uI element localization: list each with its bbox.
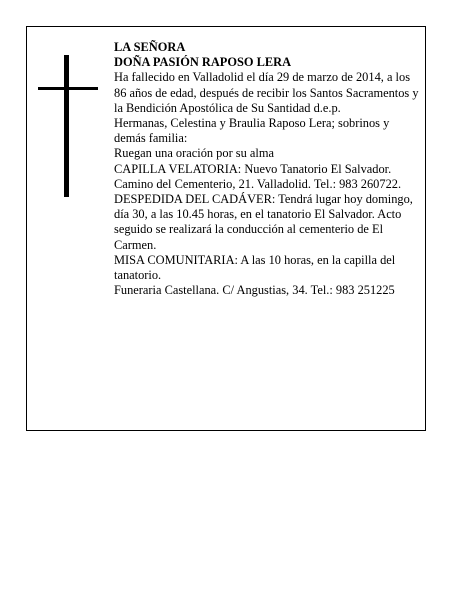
family-list: Hermanas, Celestina y Braulia Raposo Lera; sobrinos y demás familia: — [114, 116, 390, 146]
prayer-request: Ruegan una oración por su alma — [114, 146, 274, 161]
funeral-home-info: Funeraria Castellana. C/ Angustias, 34. Tel.: 983 251225 — [114, 283, 395, 298]
cross-vertical-bar — [64, 55, 69, 197]
notice-heading-name: DOÑA PASIÓN RAPOSO LERA — [114, 55, 292, 70]
notice-content — [114, 40, 424, 298]
farewell-info: DESPEDIDA DEL CADÁVER: Tendrá lugar hoy domingo, día 30, a las 10.45 horas, en el tanatorio El Salvador. Acto seguido se realizará la conducción al cementerio de El Carmen. — [114, 192, 413, 252]
cross-icon — [38, 55, 98, 197]
death-announcement: Ha fallecido en Valladolid el día 29 de marzo de 2014, a los 86 años de edad, después de recibir los Santos Sacramentos y la Bendición Apostólica de Su Santidad d.e.p. — [114, 70, 419, 115]
cross-horizontal-bar — [38, 87, 98, 90]
notice-heading-title: LA SEÑORA — [114, 40, 186, 54]
mass-info: MISA COMUNITARIA: A las 10 horas, en la capilla del tanatorio. — [114, 252, 396, 283]
chapel-info: CAPILLA VELATORIA: Nuevo Tanatorio El Salvador. Camino del Cementerio, 21. Valladolid. Tel.: 983 260722. — [114, 161, 402, 191]
